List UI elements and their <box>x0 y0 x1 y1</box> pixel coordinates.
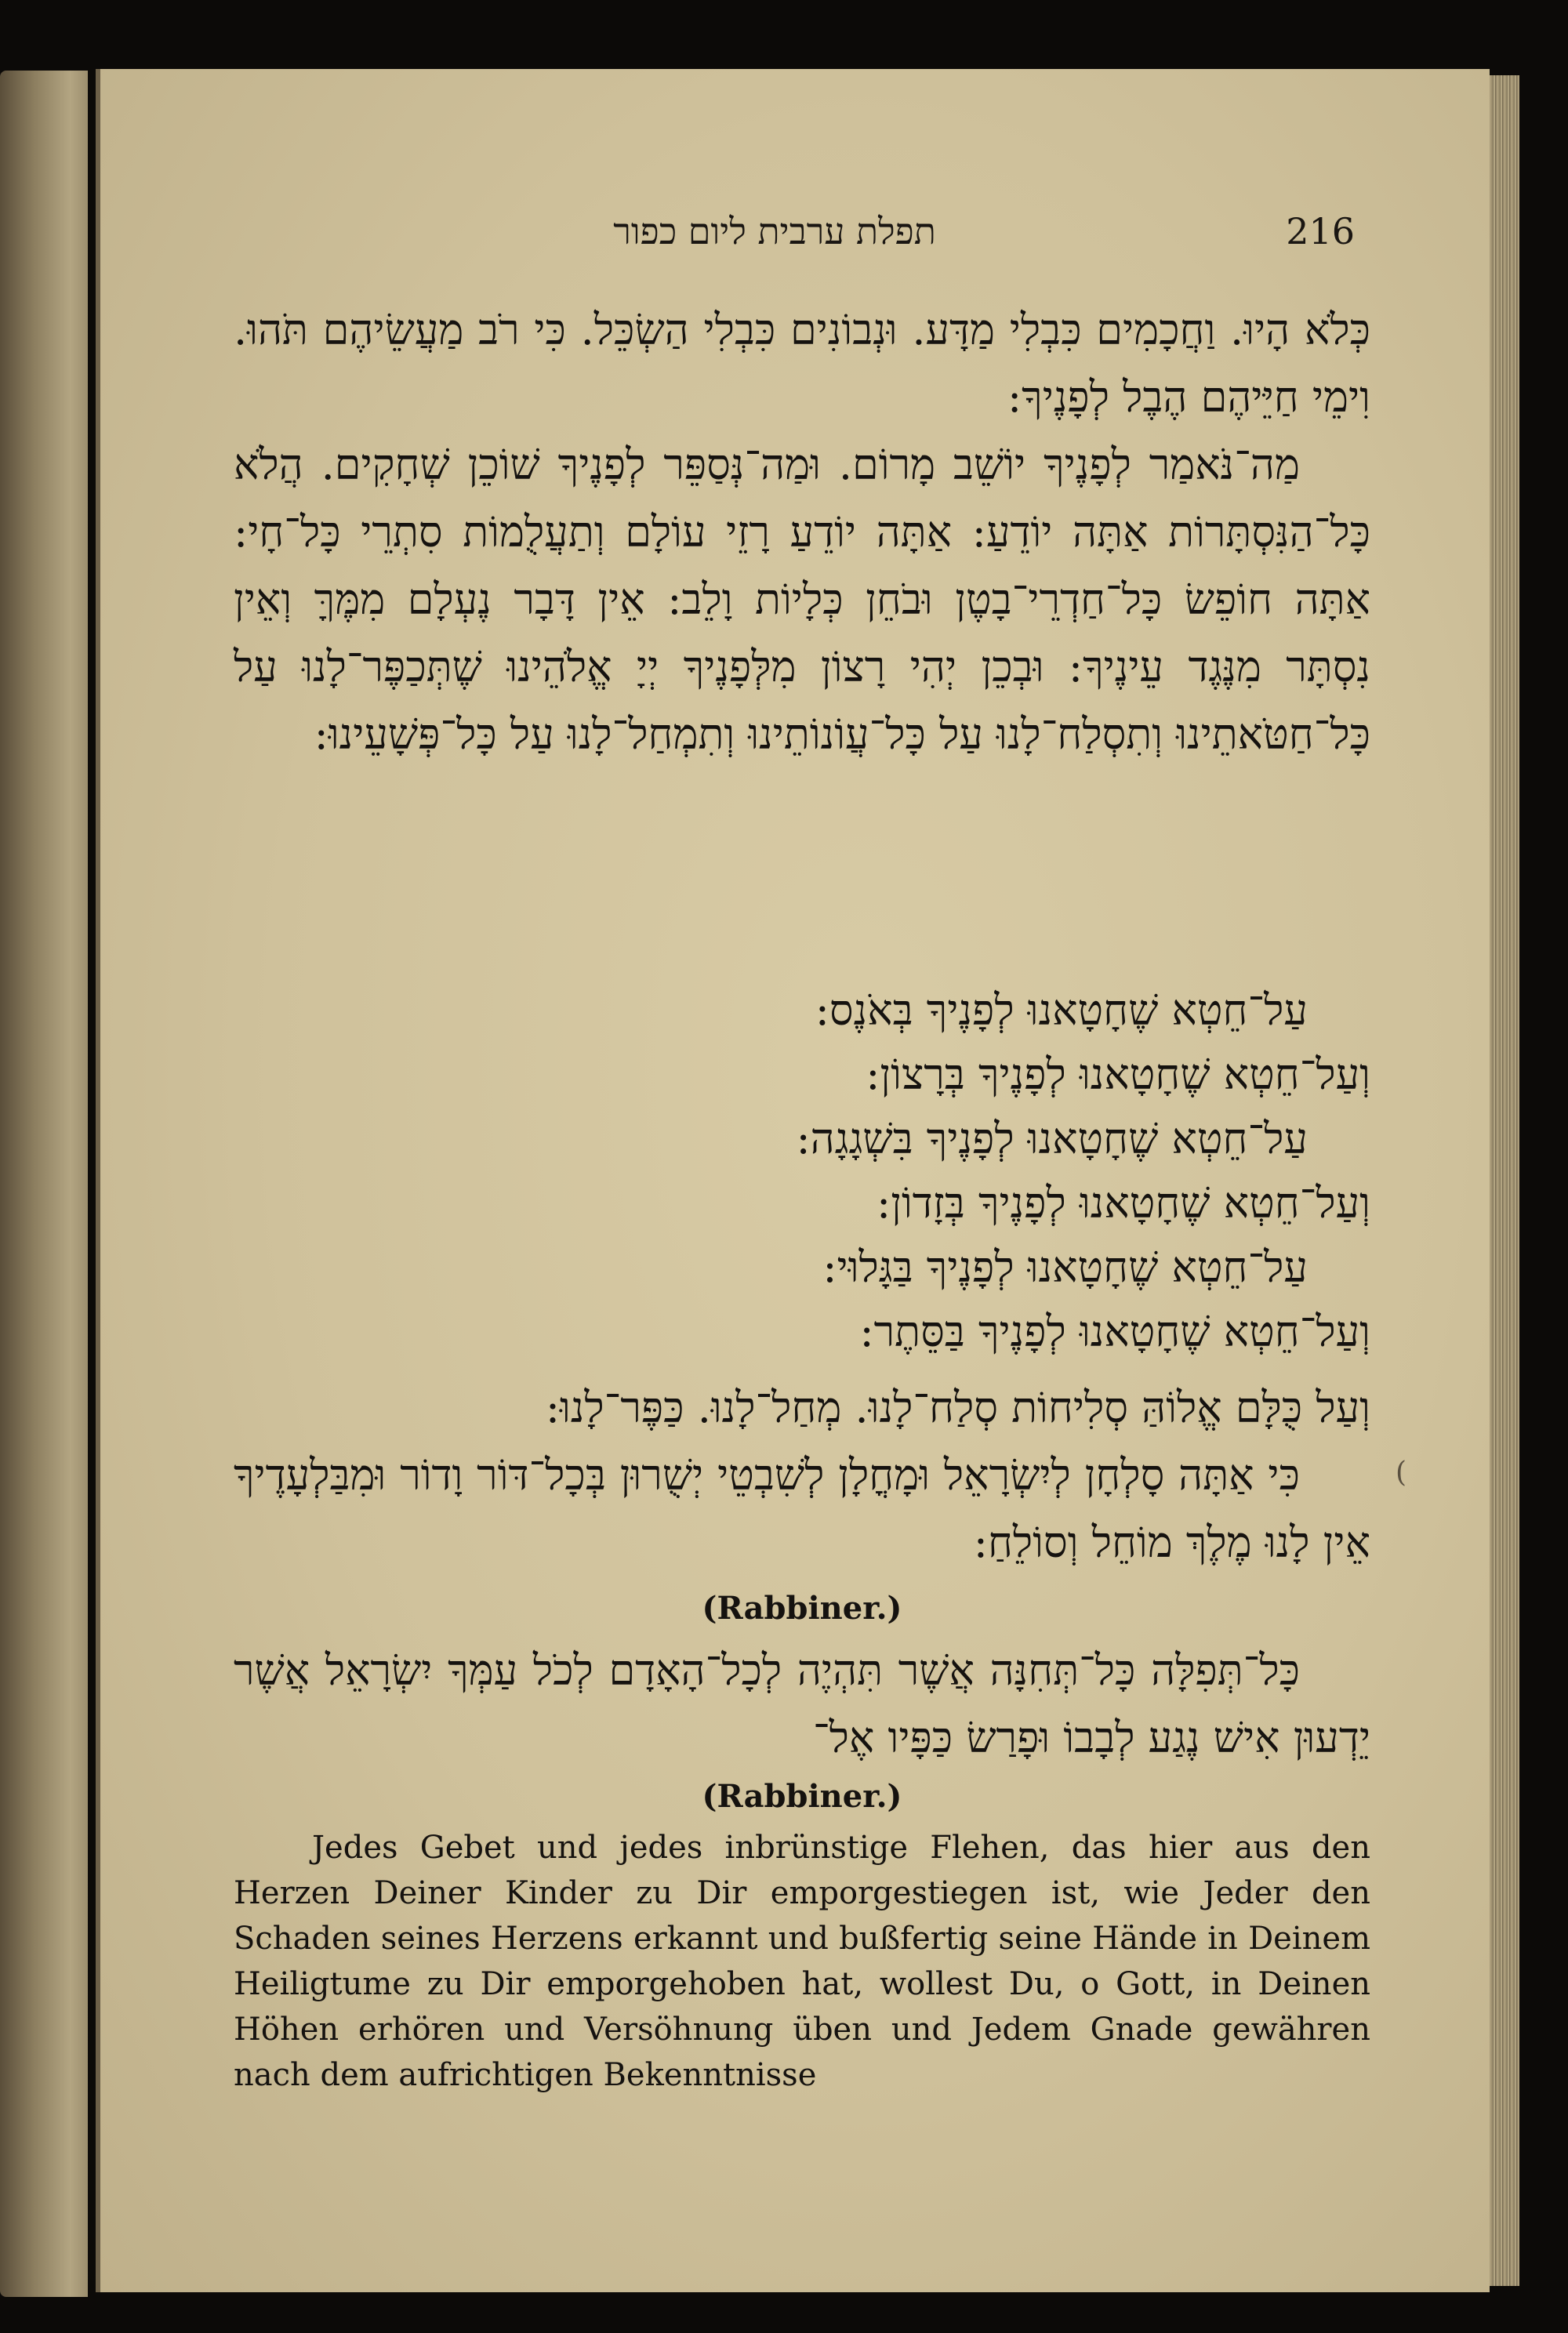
hebrew-rabbi-text <box>234 1637 1370 1772</box>
hebrew-paragraph: כִּי אַתָּה סָלְחָן לְיִשְׂרָאֵל וּמָחֳלָן לְשִׁבְטֵי יְשֻׁרוּן בְּכָל־דּוֹר וָדוֹר וּמִבַּלְעָדֶיךָ אֵין לָנוּ מֶלֶךְ מוֹחֵל וְסוֹלֵחַ: <box>234 1450 1370 1567</box>
litany-line: וְעַל־חֵטְא שֶׁחָטָאנוּ לְפָנֶיךָ בְּזָדוֹן: <box>877 1178 1370 1228</box>
hebrew-paragraph: וְעַל כֻּלָּם אֱלוֹהַּ סְלִיחוֹת סְלַח־לָנוּ. מְחַל־לָנוּ. כַּפֶּר־לָנוּ: <box>545 1383 1370 1432</box>
facing-page-edge <box>0 71 88 2297</box>
german-text <box>234 1825 1370 2098</box>
litany-line: עַל־חֵטְא שֶׁחָטָאנוּ לְפָנֶיךָ בְּאֹנֶס: <box>815 985 1308 1035</box>
hebrew-middle-text <box>234 1374 1370 1576</box>
german-paragraph: Jedes Gebet und jedes inbrünstige Flehen, das hier aus den Herzen Deiner Kinder zu Dir emporgestiegen ist, wie Jeder den Schaden seines Herzens erkannt und bußfertig seine Hände in Deinem Heiligtume zu Dir emporgehoben hat, wollest Du, o Gott, in Deinen Höhen erhören und Versöhnung üben und Jedem Gnade gewähren nach dem aufrichtigen Bekenntnisse <box>234 1830 1370 2093</box>
page-header <box>100 210 1494 281</box>
litany-line: עַל־חֵטְא שֶׁחָטָאנוּ לְפָנֶיךָ בַּגָּלוּי: <box>822 1243 1308 1292</box>
litany-line: עַל־חֵטְא שֶׁחָטָאנוּ לְפָנֶיךָ בִּשְׁגָגָה: <box>796 1114 1308 1163</box>
section-label: (Rabbiner.) <box>702 1778 902 1815</box>
hebrew-paragraph: מַה־נֹּאמַר לְפָנֶיךָ יוֹשֵׁב מָרוֹם. וּמַה־נְּסַפֵּר לְפָנֶיךָ שׁוֹכֵן שְׁחָקִים. הֲלֹא כָּל־הַנִּסְתָּרוֹת אַתָּה יוֹדֵעַ: אַתָּה יוֹדֵעַ רָזֵי עוֹלָם וְתַעֲלֻמוֹת סִתְרֵי כָּל־חָי: אַתָּה חוֹפֵשׂ כָּל־חַדְרֵי־בָטֶן וּבֹחֵן כְּלָיוֹת וָלֵב: אֵין דָּבָר נֶעְלָם מִמֶּךָּ וְאֵין נִסְתָּר מִנֶּגֶד עֵינֶיךָ: וּבְכֵן יְהִי רָצוֹן מִלְּפָנֶיךָ יְיָ אֱלֹהֵינוּ שֶׁתְּכַפֶּר־לָנוּ עַל כָּל־חַטֹּאתֵינוּ וְתִסְלַח־לָנוּ עַל כָּל־עֲוֹנוֹתֵינוּ וְתִמְחַל־לָנוּ עַל כָּל־פְּשָׁעֵינוּ: <box>234 440 1370 759</box>
running-title: תפלת ערבית ליום כפור <box>613 210 936 252</box>
hebrew-paragraph: כָּל־תְּפִלָּה כָּל־תְּחִנָּה אֲשֶׁר תִּהְיֶה לְכָל־הָאָדָם לְכֹל עַמְּךָ יִשְׂרָאֵל אֲשֶׁר יֵדְעוּן אִישׁ נֶגַע לְבָבוֹ וּפָרַשׂ כַּפָּיו אֶל־ <box>234 1645 1370 1762</box>
al-chet-litany <box>234 978 1370 1364</box>
hebrew-top-text <box>234 296 1370 768</box>
litany-line: וְעַל־חֵטְא שֶׁחָטָאנוּ לְפָנֶיךָ בַּסֵּתֶר: <box>859 1307 1370 1356</box>
section-label: (Rabbiner.) <box>702 1590 902 1627</box>
book-page <box>96 69 1490 2292</box>
page-number: 216 <box>1286 210 1355 252</box>
hebrew-paragraph: כְּלֹא הָיוּ. וַחֲכָמִים כִּבְלִי מַדָּע. וּנְבוֹנִים כִּבְלִי הַשְׂכֵּל. כִּי רֹב מַעֲשֵׂיהֶם תֹּהוּ. וִימֵי חַיֵּיהֶם הֶבֶל לְפָנֶיךָ: <box>234 305 1370 422</box>
litany-line: וְעַל־חֵטְא שֶׁחָטָאנוּ לְפָנֶיךָ בְּרָצוֹן: <box>866 1050 1370 1099</box>
margin-mark: ( <box>1396 1457 1407 1489</box>
